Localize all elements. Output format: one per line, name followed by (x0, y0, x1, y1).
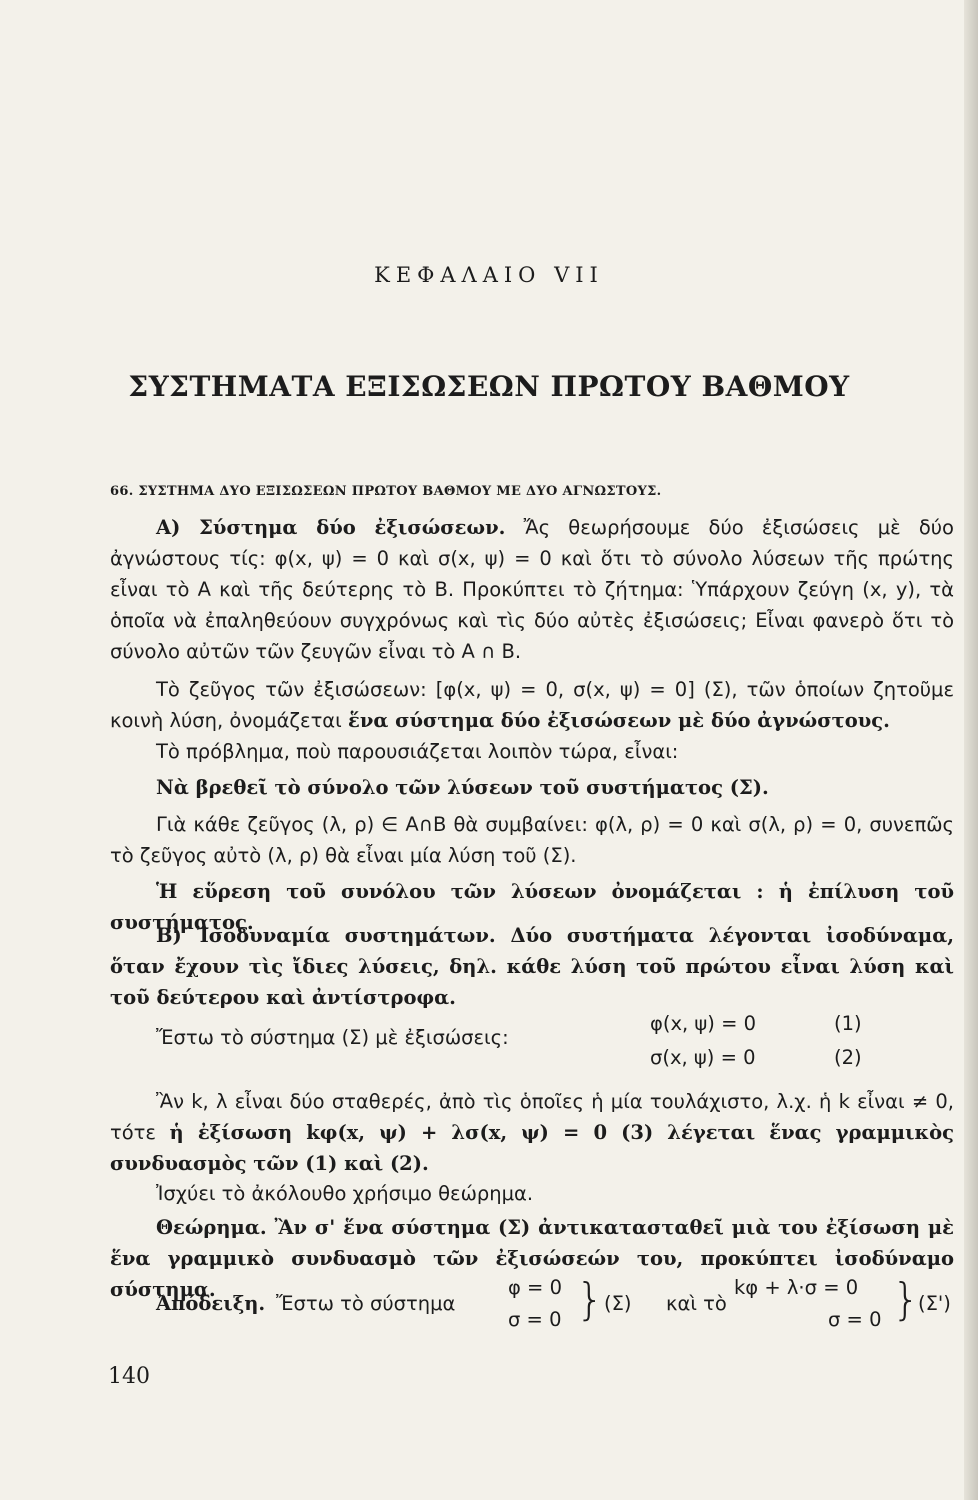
paragraph-theorem-intro: Ἰσχύει τὸ ἀκόλουθο χρήσιμο θεώρημα. (156, 1182, 534, 1205)
system-1-label: (Σ) (604, 1292, 632, 1315)
system-2-label: (Σ') (918, 1292, 951, 1315)
chapter-title: ΣΥΣΤΗΜΑΤΑ ΕΞΙΣΩΣΕΩΝ ΠΡΩΤΟΥ ΒΑΘΜΟΥ (128, 370, 850, 403)
system-2-eq-b: σ = 0 (828, 1308, 882, 1331)
equation-1: φ(x, ψ) = 0 (650, 1012, 757, 1035)
paragraph-theorem: Θεώρημα. Ἂν σ' ἕνα σύστημα (Σ) ἀντικατασταθεῖ μιὰ του ἐξίσωση μὲ ἕνα γραμμικὸ συνδυασμὸ τῶν ἐξισώσεών του, προκύπτει ἰσοδύναμο σύστημα. (110, 1216, 954, 1301)
linear-combination-text: Ἂν k, λ εἶναι δύο σταθερές, ἀπὸ τὶς ὁποῖες ἡ μία τουλάχιστο, λ.χ. ἡ k εἶναι ≠ 0, τότε (110, 1090, 954, 1144)
paragraph-solving-definition: Ἡ εὕρεση τοῦ συνόλου τῶν λύσεων ὀνομάζεται : ἡ ἐπίλυση τοῦ συστήματος. (110, 880, 954, 934)
equation-1-number: (1) (834, 1012, 862, 1035)
let-system-text: Ἔστω τὸ σύστημα (Σ) μὲ ἐξισώσεις: (156, 1026, 509, 1049)
paragraph-a-intro (110, 512, 954, 667)
page-number: 140 (108, 1364, 150, 1389)
proof-text: Ἔστω τὸ σύστημα (276, 1292, 456, 1315)
right-brace-2: } (892, 1274, 920, 1325)
page-edge-shadow (964, 0, 978, 1500)
proof-heading: Ἀπόδειξη. (156, 1292, 266, 1315)
and-the-text: καὶ τὸ (666, 1292, 727, 1315)
subsection-a-head: Α) Σύστημα δύο ἐξισώσεων. (156, 516, 506, 539)
equation-2: σ(x, ψ) = 0 (650, 1046, 756, 1069)
paragraph-problem: Τὸ πρόβλημα, ποὺ παρουσιάζεται λοιπὸν τώρα, εἶναι: (156, 740, 679, 763)
equation-2-number: (2) (834, 1046, 862, 1069)
system-1-eq-a: φ = 0 (508, 1276, 563, 1299)
section-heading: 66. ΣΥΣΤΗΜΑ ΔΥΟ ΕΞΙΣΩΣΕΩΝ ΠΡΩΤΟΥ ΒΑΘΜΟΥ ΜΕ ΔΥΟ ΑΓΝΩΣΤΟΥΣ. (110, 484, 662, 499)
system-1-eq-b: σ = 0 (508, 1308, 562, 1331)
paragraph-linear-combination (110, 1086, 954, 1179)
paragraph-system-definition (110, 674, 954, 736)
linear-combination-bold: ἡ ἐξίσωση kφ(x, ψ) + λσ(x, ψ) = 0 (3) λέγεται ἕνας γραμμικὸς συνδυασμὸς τῶν (1) καὶ (2). (110, 1121, 954, 1175)
right-brace-1: } (576, 1274, 604, 1325)
proof-systems (110, 1276, 954, 1340)
system-def-text: Τὸ ζεῦγος τῶν ἐξισώσεων: [φ(x, ψ) = 0, σ(x, ψ) = 0] (Σ), τῶν ὁποίων ζητοῦμε κοινὴ λύση, ὀνομάζεται (110, 678, 954, 732)
paragraph-problem-statement: Νὰ βρεθεῖ τὸ σύνολο τῶν λύσεων τοῦ συστήματος (Σ). (156, 776, 769, 799)
chapter-heading: ΚΕΦΑΛΑΙΟ VII (374, 263, 604, 287)
system-equations (110, 1012, 954, 1072)
paragraph-b-equivalence: Β) Ἰσοδυναμία συστημάτων. Δύο συστήματα λέγονται ἰσοδύναμα, ὅταν ἔχουν τὶς ἴδιες λύσεις, δηλ. κάθε λύση τοῦ πρώτου εἶναι λύση καὶ τοῦ δεύτερου καὶ ἀντίστροφα. (110, 924, 954, 1009)
system-2-eq-a: kφ + λ·σ = 0 (734, 1276, 859, 1299)
system-def-bold: ἕνα σύστημα δύο ἐξισώσεων μὲ δύο ἀγνώστους. (347, 709, 890, 732)
paragraph-a-text: Ἄς θεωρήσουμε δύο ἐξισώσεις μὲ δύο ἀγνώστους τίς: φ(x, ψ) = 0 καὶ σ(x, ψ) = 0 καὶ ὅτι τὸ σύνολο λύσεων τῆς πρώτης εἶναι τὸ Α καὶ τῆς δεύτερης τὸ Β. Προκύπτει τὸ ζήτημα: Ὑπάρχουν ζεύγη (x, y), τὰ ὁποῖα νὰ ἐπαληθεύουν συγχρόνως καὶ τὶς δύο αὐτὲς ἐξισώσεις; Εἶναι φανερὸ ὅτι τὸ σύνολο αὐτῶν τῶν ζευγῶν εἶναι τὸ Α ∩ Β. (110, 516, 954, 663)
paragraph-pair-solution: Γιὰ κάθε ζεῦγος (λ, ρ) ∈ Α∩Β θὰ συμβαίνει: φ(λ, ρ) = 0 καὶ σ(λ, ρ) = 0, συνεπῶς τὸ ζεῦγος αὐτὸ (λ, ρ) θὰ εἶναι μία λύση τοῦ (Σ). (110, 813, 954, 867)
